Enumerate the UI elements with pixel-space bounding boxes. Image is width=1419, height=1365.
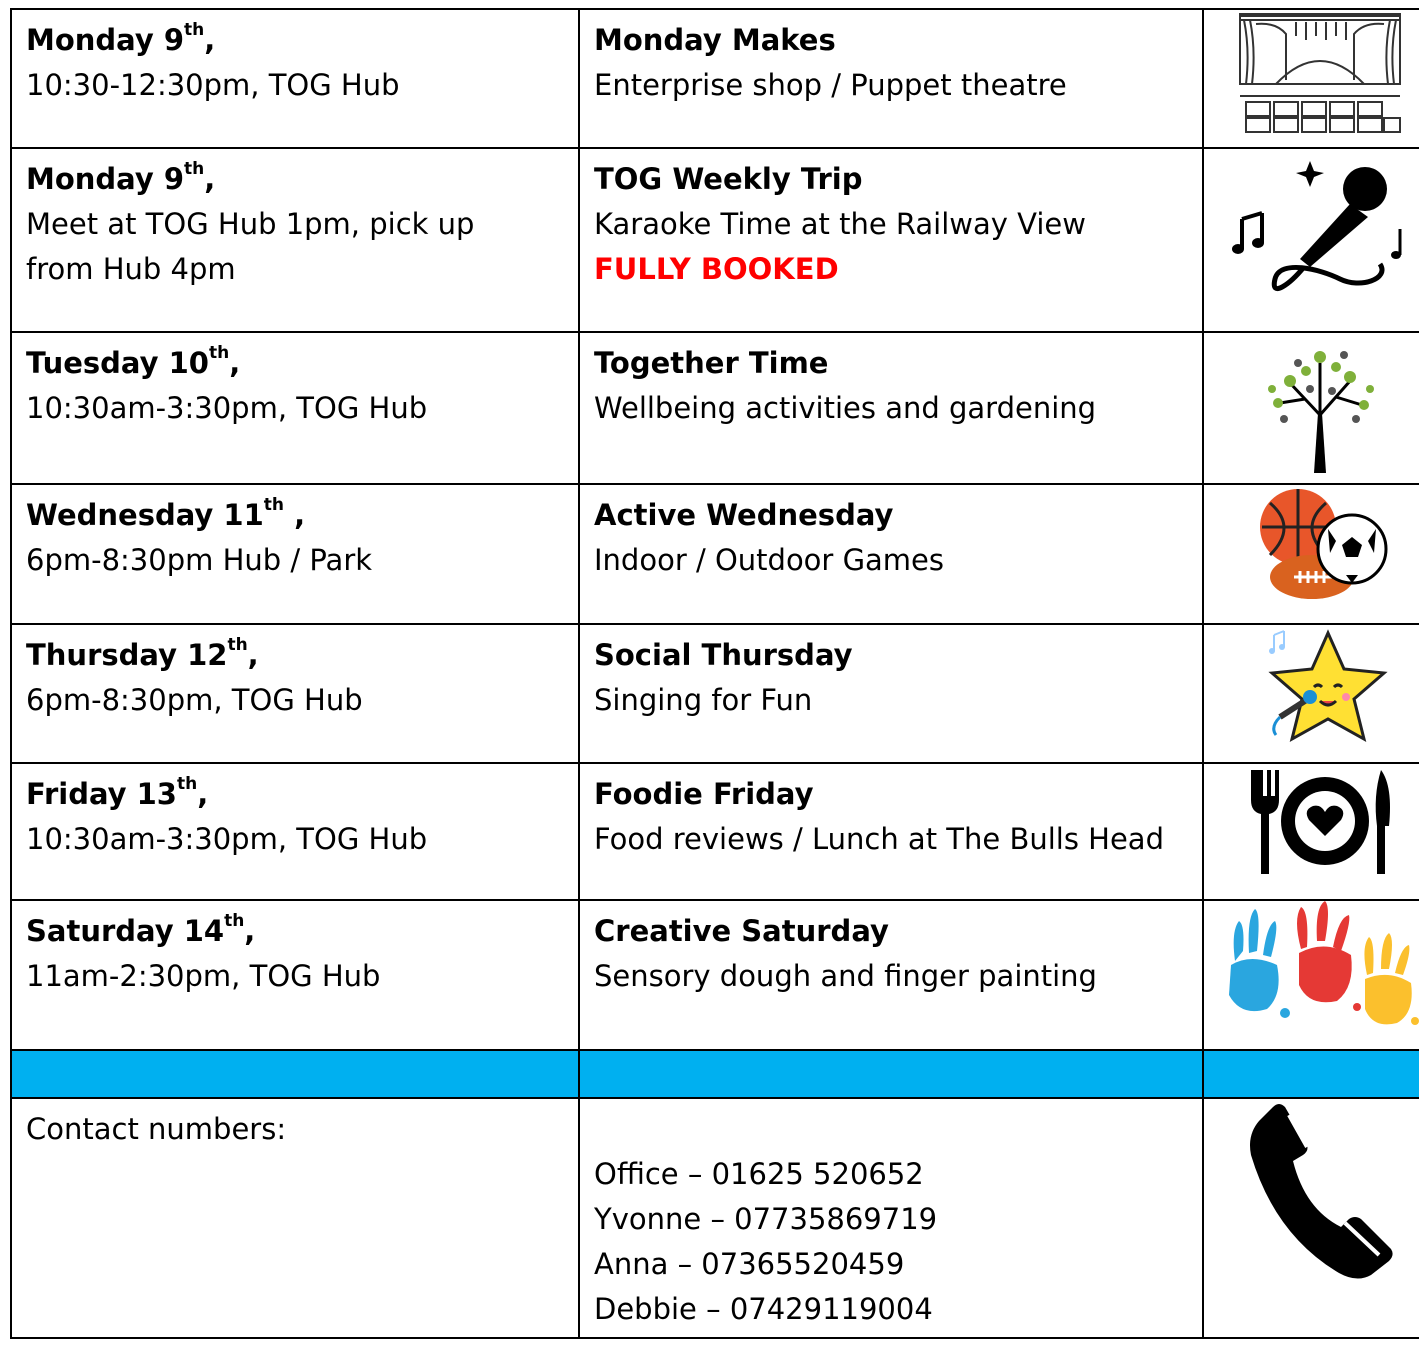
activity-description: Sensory dough and finger painting (594, 959, 1097, 993)
tree-icon (1204, 333, 1419, 473)
time-location: 10:30am-3:30pm, TOG Hub (26, 391, 428, 425)
schedule-row (11, 900, 1419, 1050)
plate-cutlery-icon (1204, 764, 1419, 879)
activity-title: Foodie Friday (594, 777, 814, 811)
contact-number: Debbie – 07429119004 (594, 1292, 933, 1326)
activity-title: Together Time (594, 346, 829, 380)
activity-title: Monday Makes (594, 23, 836, 57)
time-location: from Hub 4pm (26, 252, 236, 286)
activity-title: TOG Weekly Trip (594, 162, 863, 196)
status-badge: FULLY BOOKED (594, 252, 839, 286)
contact-number: Yvonne – 07735869719 (594, 1202, 938, 1236)
schedule-row (11, 148, 1419, 332)
day-label: Tuesday 10th, (26, 343, 241, 380)
schedule-row (11, 763, 1419, 900)
activity-title: Active Wednesday (594, 498, 894, 532)
time-location: 10:30-12:30pm, TOG Hub (26, 68, 400, 102)
schedule-row (11, 484, 1419, 624)
day-label: Wednesday 11th , (26, 495, 306, 532)
schedule-row (11, 332, 1419, 484)
day-label: Friday 13th, (26, 774, 209, 811)
divider-band (11, 1050, 1419, 1098)
contact-number: Office – 01625 520652 (594, 1157, 924, 1191)
contact-number: Anna – 07365520459 (594, 1247, 905, 1281)
schedule-row (11, 624, 1419, 763)
activity-description: Indoor / Outdoor Games (594, 543, 945, 577)
time-location: 6pm-8:30pm Hub / Park (26, 543, 373, 577)
day-label: Saturday 14th, (26, 911, 256, 948)
day-label: Monday 9th, (26, 159, 216, 196)
time-location: Meet at TOG Hub 1pm, pick up (26, 207, 475, 241)
schedule-table (10, 8, 1419, 1339)
painted-hands-icon (1204, 901, 1419, 1031)
activity-description: Karaoke Time at the Railway View (594, 207, 1086, 241)
day-label: Monday 9th, (26, 20, 216, 57)
activity-description: Singing for Fun (594, 683, 813, 717)
sports-balls-icon (1204, 485, 1419, 605)
activity-description: Enterprise shop / Puppet theatre (594, 68, 1067, 102)
activity-title: Social Thursday (594, 638, 853, 672)
contact-row (11, 1098, 1419, 1338)
activity-title: Creative Saturday (594, 914, 889, 948)
time-location: 6pm-8:30pm, TOG Hub (26, 683, 363, 717)
activity-description: Food reviews / Lunch at The Bulls Head (594, 822, 1164, 856)
day-label: Thursday 12th, (26, 635, 259, 672)
time-location: 11am-2:30pm, TOG Hub (26, 959, 381, 993)
contact-label: Contact numbers: (26, 1112, 287, 1146)
time-location: 10:30am-3:30pm, TOG Hub (26, 822, 428, 856)
microphone-icon (1204, 149, 1419, 299)
activity-description: Wellbeing activities and gardening (594, 391, 1097, 425)
theatre-stage-icon (1204, 10, 1419, 135)
singing-star-icon (1204, 625, 1419, 750)
phone-icon (1204, 1099, 1419, 1279)
schedule-row (11, 9, 1419, 148)
